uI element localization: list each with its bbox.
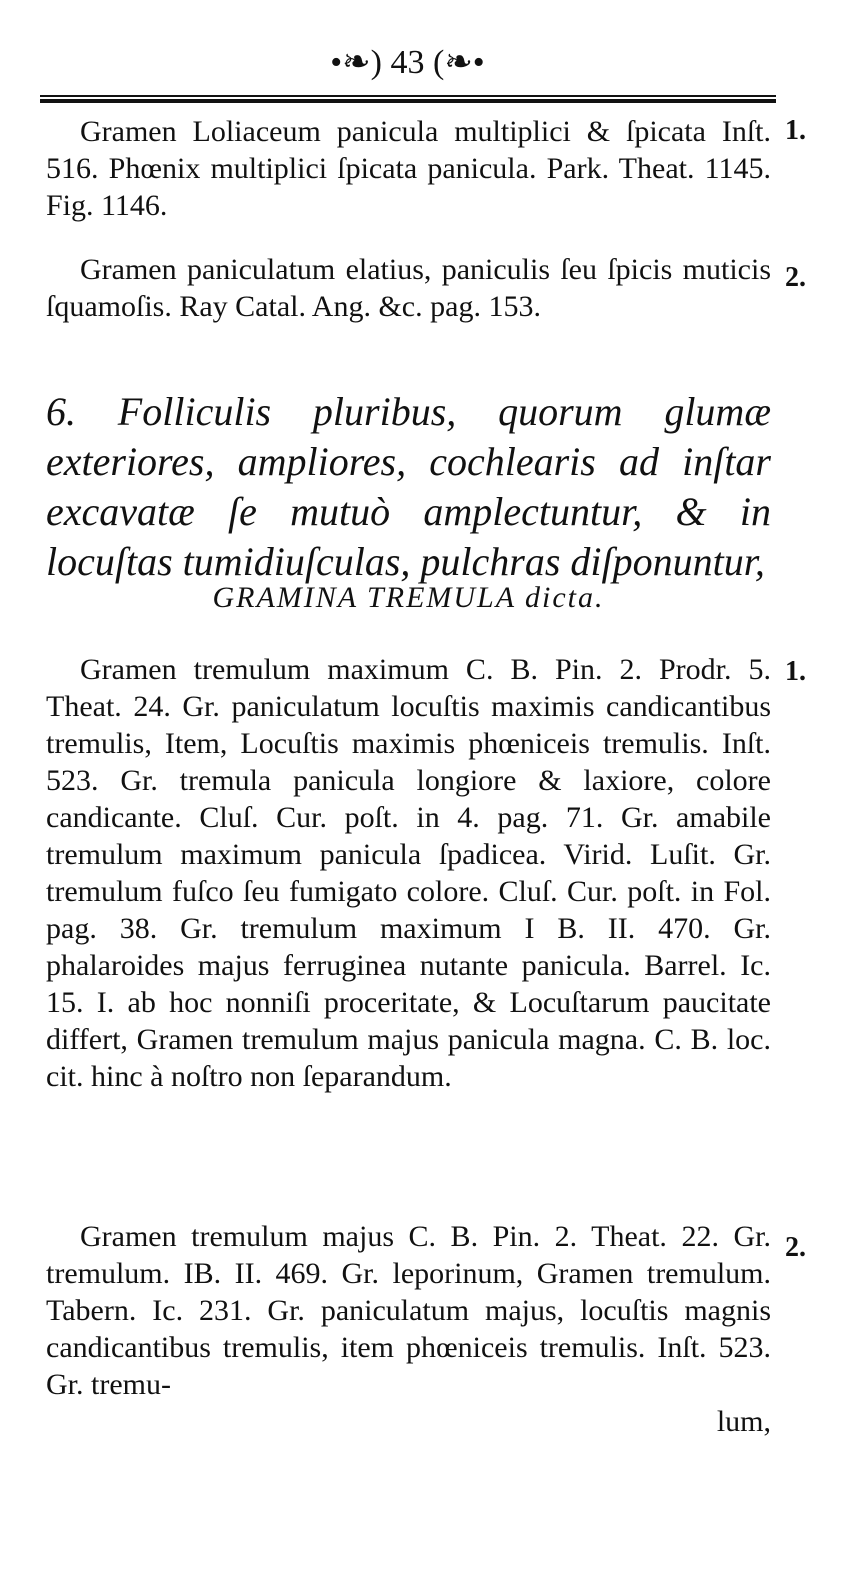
section-heading-text: 6. Folliculis pluribus, quorum glumæ exteriores, ampliores, cochlearis ad inſtar excavatæ ſe mutuò amplectuntur, & in locuſtas tumidiuſculas, pulchras diſponuntur, (46, 389, 771, 584)
entry-top-1-number: 1. (785, 115, 806, 146)
entry-top-2 (46, 251, 771, 325)
entry-bottom-1-number: 1. (785, 656, 806, 687)
entry-bottom-2-number: 2. (785, 1232, 806, 1263)
entry-bottom-2 (46, 1218, 771, 1440)
section-heading (46, 387, 771, 587)
header-rule-thick (40, 99, 776, 103)
entry-top-1 (46, 113, 771, 224)
section-subheading: GRAMINA TREMULA dicta. (212, 581, 605, 614)
entry-bottom-2-text: Gramen tremulum majus C. B. Pin. 2. Theat. 22. Gr. tremulum. IB. II. 469. Gr. leporinum, Gramen tremulum. Tabern. Ic. 231. Gr. paniculatum majus, locuſtis magnis candicantibus tremulis, item phœniceis tremulis. Inſt. 523. Gr. tremu- (46, 1220, 771, 1401)
catchword: lum, (716, 1405, 771, 1438)
page-header: •❧) 43 (❧• (330, 44, 485, 81)
entry-top-2-number: 2. (785, 262, 806, 293)
entry-top-2-text: Gramen paniculatum elatius, paniculis ſeu ſpicis muticis ſquamoſis. Ray Catal. Ang. &c. pag. 153. (46, 253, 771, 323)
header-rule-thin (40, 95, 776, 97)
entry-top-1-text: Gramen Loliaceum panicula multiplici & ſpicata Inſt. 516. Phœnix multiplici ſpicata panicula. Park. Theat. 1145. Fig. 1146. (46, 115, 771, 222)
entry-bottom-1 (46, 651, 771, 1095)
entry-bottom-1-text: Gramen tremulum maximum C. B. Pin. 2. Prodr. 5. Theat. 24. Gr. paniculatum locuſtis maximis candicantibus tremulis, Item, Locuſtis maximis phœniceis tremulis. Inſt. 523. Gr. tremula panicula longiore & laxiore, colore candicante. Cluſ. Cur. poſt. in 4. pag. 71. Gr. amabile tremulum maximum panicula ſpadicea. Virid. Luſit. Gr. tremulum fuſco ſeu fumigato colore. Cluſ. Cur. poſt. in Fol. pag. 38. Gr. tremulum maximum I B. II. 470. Gr. phalaroides majus ferruginea nutante panicula. Barrel. Ic. 15. I. ab hoc nonniſi proceritate, & Locuſtarum paucitate differt, Gramen tremulum majus panicula magna. C. B. loc. cit. hinc à noſtro non ſeparandum. (46, 653, 771, 1093)
